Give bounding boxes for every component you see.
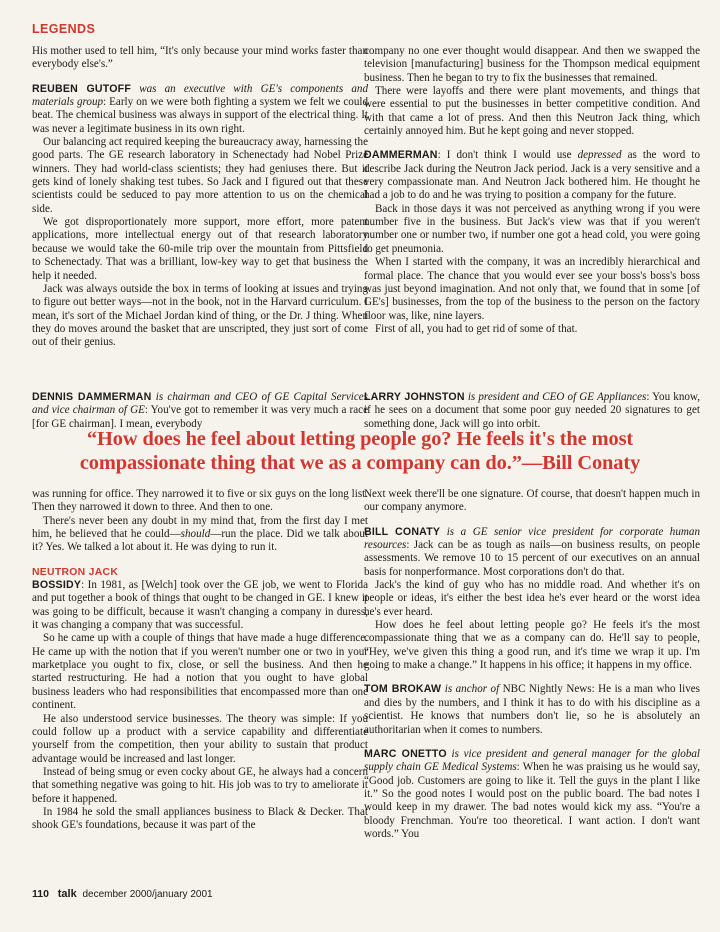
quote-text: as the word to describe Jack during the Neutron Jack period. Jack is a very sensitive and a very compassionate man. And Neutron Jack bothered him. He thought he had a job to do and he was trying to position a company for the future.	[364, 149, 700, 202]
speaker-role: is chairman and CEO of GE Capital Services and vice chairman of GE	[32, 391, 369, 417]
speaker-name: TOM BROKAW	[364, 683, 442, 696]
speaker-name: DAMMERMAN	[364, 149, 438, 162]
paragraph: Jack's the kind of guy who has no middle road. And whether it's on people or ideas, it's either the best idea he's ever heard or the worst idea he's ever heard.	[364, 579, 700, 618]
paragraph: Instead of being smug or even cocky about GE, he always had a concern that something negative was going to hit. His job was to try to ameliorate it before it happened.	[32, 765, 368, 805]
emphasis: should	[180, 528, 211, 541]
paragraph: company no one ever thought would disappear. And then we swapped the television [manufacturing] business for the Thompson medical equipment business. Then he began to try to fix the businesses that remained.	[364, 45, 700, 84]
paragraph: So he came up with a couple of things that have made a huge difference. He came up with the notion that if you weren't number one or two in your marketplace you ought to fix, close, or sell the business. And then he started restructuring. He had a notion that you ought to have global business leaders who had responsibilities that encompassed more than one continent.	[32, 632, 368, 712]
quote-text: : When he was praising us he would say, “Good job. Customers are going to like it. Tell the guys in the plant I like it.” So the good notes I would post on the public board. The bad notes I would keep in my drawer. The bad notes would kick my ass. “You're a bloody Frenchman. You're too theoretical. I want action. I don't want words.” You	[364, 761, 700, 840]
paragraph: His mother used to tell him, “It's only because your mind works faster than everybody else's.”	[32, 45, 368, 71]
paragraph: was running for office. They narrowed it to five or six guys on the long list. Then they narrowed it down to three. And then to one.	[32, 488, 368, 514]
onetto-paragraph	[364, 748, 700, 841]
larry-johnston-paragraph	[364, 391, 700, 431]
paragraph: There were layoffs and there were plant movements, and things that were essential to put the businesses in better competitive condition. And with that came a lot of press. And then this Neutron Jack thing, which certainly annoyed him. But he kept going and never stopped.	[364, 85, 700, 138]
quote-text: : Jack can be as tough as nails—on business results, on people assessments. We remove 10 to 15 percent of our executives on an annual basis for nonperformance. Most corporations don't do that.	[364, 539, 700, 578]
bossidy-paragraph	[32, 579, 368, 632]
paragraph: Back in those days it was not perceived as anything wrong if you were number five in the business. But Jack's view was that if you weren't number one or number two, if number one got a head cold, you were going to get pneumonia.	[364, 202, 700, 255]
subheading: NEUTRON JACK	[32, 566, 119, 578]
column-mid-left	[32, 391, 368, 431]
quote-text: : You know, if he sees on a document that some poor guy needed 20 signatures to get something done, Jack will go into orbit.	[364, 391, 700, 430]
speaker-name: MARC ONETTO	[364, 747, 447, 760]
speaker-role: is a GE senior vice president for corporate human resources	[364, 525, 700, 552]
quote-text: : I don't think I would use	[437, 149, 578, 162]
speaker-role: is anchor of	[444, 683, 500, 696]
quote-text: : You've got to remember it was very much a race [for GE chairman]. I mean, everybody	[32, 404, 368, 430]
brokaw-paragraph	[364, 683, 700, 736]
column-bottom-left	[32, 488, 368, 833]
page-footer	[32, 888, 213, 900]
speaker-name: BILL CONATY	[364, 525, 441, 538]
speaker-name: LARRY JOHNSTON	[364, 391, 465, 403]
pull-quote: “How does he feel about letting people go? He feels it's the most compassionate thing that we as a company can do.”—Bill Conaty	[79, 428, 641, 474]
quote-text: : In 1981, as [Welch] took over the GE job, we went to Florida and put together a book of things that ought to be changed in GE. I knew it was going to be difficult, because it wasn't changing a company in duress, it was changing a company that was successful.	[32, 579, 368, 632]
speaker-name: BOSSIDY	[32, 579, 82, 592]
paragraph: When I started with the company, it was an incredibly hierarchical and formal place. The chance that you would ever see your boss's boss's boss was just beyond imagination. And not only that, we found that in some [of GE's] businesses, from the top of the business to the person on the factory floor was, like, nine layers.	[364, 256, 700, 322]
quote-text: : Early on we were both fighting a system we felt we could beat. The chemical business was always in support of the electrical thing. It was never a legitimate business in its own right.	[32, 96, 368, 135]
speaker-name: REUBEN GUTOFF	[32, 82, 132, 95]
column-top-right	[364, 45, 700, 336]
paragraph: In 1984 he sold the small appliances business to Black & Decker. That shook GE's foundations, because it was part of the	[32, 805, 368, 832]
show-name: NBC Nightly News	[502, 683, 592, 696]
paragraph	[32, 515, 368, 555]
page-number: 110	[32, 888, 49, 900]
column-top-left	[32, 45, 368, 350]
paragraph: Next week there'll be one signature. Of course, that doesn't happen much in our company anymore.	[364, 488, 700, 514]
text-run: —run the place. Did we talk about it? Yes. We talked a lot about it. He was dying to run it.	[32, 528, 369, 554]
gutoff-paragraph	[32, 83, 368, 136]
magazine-logo: talk	[57, 888, 77, 900]
paragraph: How does he feel about letting people go? He feels it's the most compassionate thing that we as a company can do. He'll say to people, “Hey, we've given this thing a good run, and it's time we wrap it up. I'm going to make a change.” It happens in his office; it happens in my office.	[364, 619, 700, 672]
speaker-name: DENNIS DAMMERMAN	[32, 391, 152, 403]
speaker-role: is president and CEO of GE Appliances	[467, 391, 647, 403]
dammerman-paragraph	[364, 149, 700, 202]
quote-text: : He is a man who lives and dies by the numbers, and I think it has to do with his discipline as a scientist. He knows that numbers don't lie, so he is absolutely an authoritarian when it comes to numbers.	[364, 683, 700, 736]
column-bottom-right	[364, 488, 700, 841]
dennis-dammerman-paragraph	[32, 391, 368, 431]
speaker-role: is vice president and general manager for the global supply chain GE Medical Systems	[364, 747, 700, 774]
paragraph: We got disproportionately more support, more effort, more patent applications, more intellectual energy out of that research laboratory because we would take the 60-mile trip over the mountain from Pittsfield to Schenectady. That was a brilliant, low-key way to get that business the help it needed.	[32, 216, 368, 282]
speaker-role: was an executive with GE's components and materials group	[32, 82, 368, 109]
paragraph: Our balancing act required keeping the bureaucracy away, harnessing the good parts. The GE research laboratory in Schenectady had Nobel Prize winners. They had world-class scientists; they had geniuses there. But it gets kind of lonely shaking test tubes. So Jack and I figured out that these scientists could be seduced to pay more attention to us on the chemical side.	[32, 136, 368, 215]
issue-date: december 2000/january 2001	[82, 889, 213, 900]
section-label: LEGENDS	[32, 22, 96, 36]
paragraph: First of all, you had to get rid of some of that.	[375, 322, 578, 335]
text-run: There's never been any doubt in my mind that, from the first day I met him, he believed that he could—	[32, 514, 368, 541]
column-mid-right	[364, 391, 700, 431]
emphasis: depressed	[577, 149, 622, 162]
paragraph: He also understood service businesses. The theory was simple: If you could follow up a product with a service capability and differentiate yourself from the competition, then your ability to sustain that product advantage would be increased and last longer.	[32, 712, 368, 765]
conaty-paragraph	[364, 526, 700, 579]
paragraph: Jack was always outside the box in terms of looking at issues and trying to figure out better ways—not in the book, not in the Harvard curriculum. I mean, it's sort of the Michael Jordan kind of thing, or the Dr. J thing. When they do moves around the basket that are unscripted, they just sort of come out of their genius.	[32, 282, 368, 349]
